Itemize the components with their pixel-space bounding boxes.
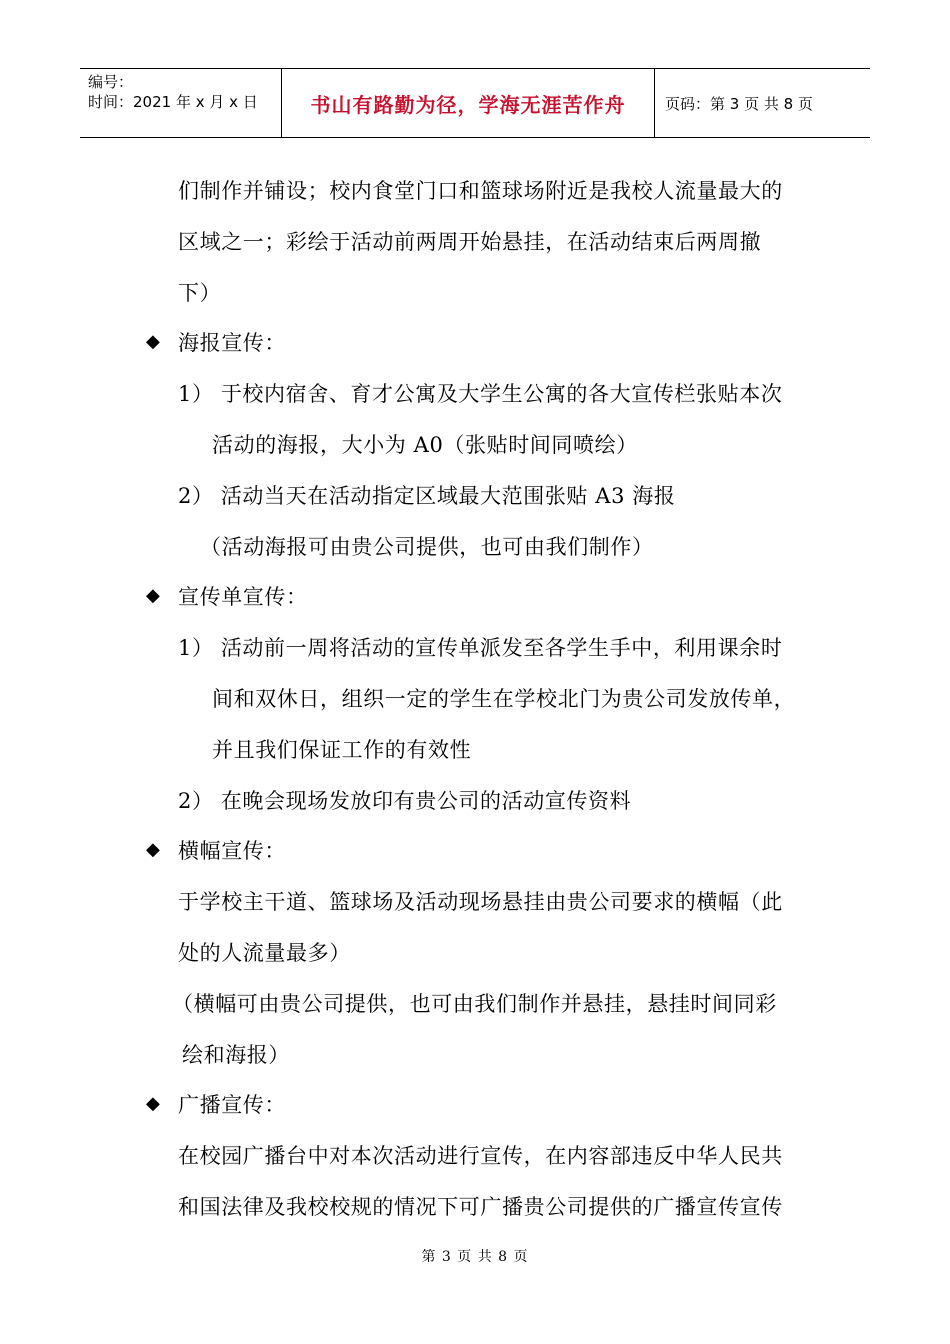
list-item-cont: （活动海报可由贵公司提供，也可由我们制作） [200,535,654,559]
time-label: 时间：2021 年 x 月 x 日 [88,93,258,111]
body-line: 下） [178,281,222,305]
body-line: （横幅可由贵公司提供，也可由我们制作并悬挂，悬挂时间同彩 [172,992,777,1016]
body-line: 区域之一；彩绘于活动前两周开始悬挂，在活动结束后两周撤 [178,230,762,254]
diamond-bullet-icon: ◆ [146,839,160,860]
list-item-cont: 并且我们保证工作的有效性 [212,738,472,762]
body-line: 处的人流量最多） [178,941,351,965]
diamond-bullet-icon: ◆ [146,1093,160,1114]
list-item: 1） 活动前一周将活动的宣传单派发至各学生手中，利用课余时 [178,636,783,660]
section-title-flyer: 宣传单宣传： [178,585,308,609]
header-meta [80,69,282,137]
section-title-poster: 海报宣传： [178,331,286,355]
section-title-radio: 广播宣传： [178,1093,286,1117]
list-item-cont: 间和双休日，组织一定的学生在学校北门为贵公司发放传单， [212,687,796,711]
header-motto: 书山有路勤为径，学海无涯苦作舟 [282,69,655,137]
body-line: 们制作并铺设；校内食堂门口和篮球场附近是我校人流量最大的 [178,179,783,203]
header-page-info: 页码：第 3 页 共 8 页 [665,94,813,113]
page-footer: 第 3 页 共 8 页 [421,1249,529,1265]
diamond-bullet-icon: ◆ [146,331,160,352]
body-line: 和国法律及我校校规的情况下可广播贵公司提供的广播宣传宣传 [178,1195,783,1219]
list-item: 1） 于校内宿舍、育才公寓及大学生公寓的各大宣传栏张贴本次 [178,382,783,406]
body-line: 于学校主干道、篮球场及活动现场悬挂由贵公司要求的横幅（此 [178,890,783,914]
diamond-bullet-icon: ◆ [146,585,160,606]
number-label: 编号： [88,73,134,91]
body-line: 绘和海报） [182,1043,290,1067]
page-header [80,68,870,138]
section-title-banner: 横幅宣传： [178,839,286,863]
list-item-cont: 活动的海报，大小为 A0（张贴时间同喷绘） [212,433,638,457]
body-line: 在校园广播台中对本次活动进行宣传，在内容部违反中华人民共 [178,1144,783,1168]
list-item: 2） 在晚会现场发放印有贵公司的活动宣传资料 [178,789,632,813]
list-item: 2） 活动当天在活动指定区域最大范围张贴 A3 海报 [178,484,676,508]
